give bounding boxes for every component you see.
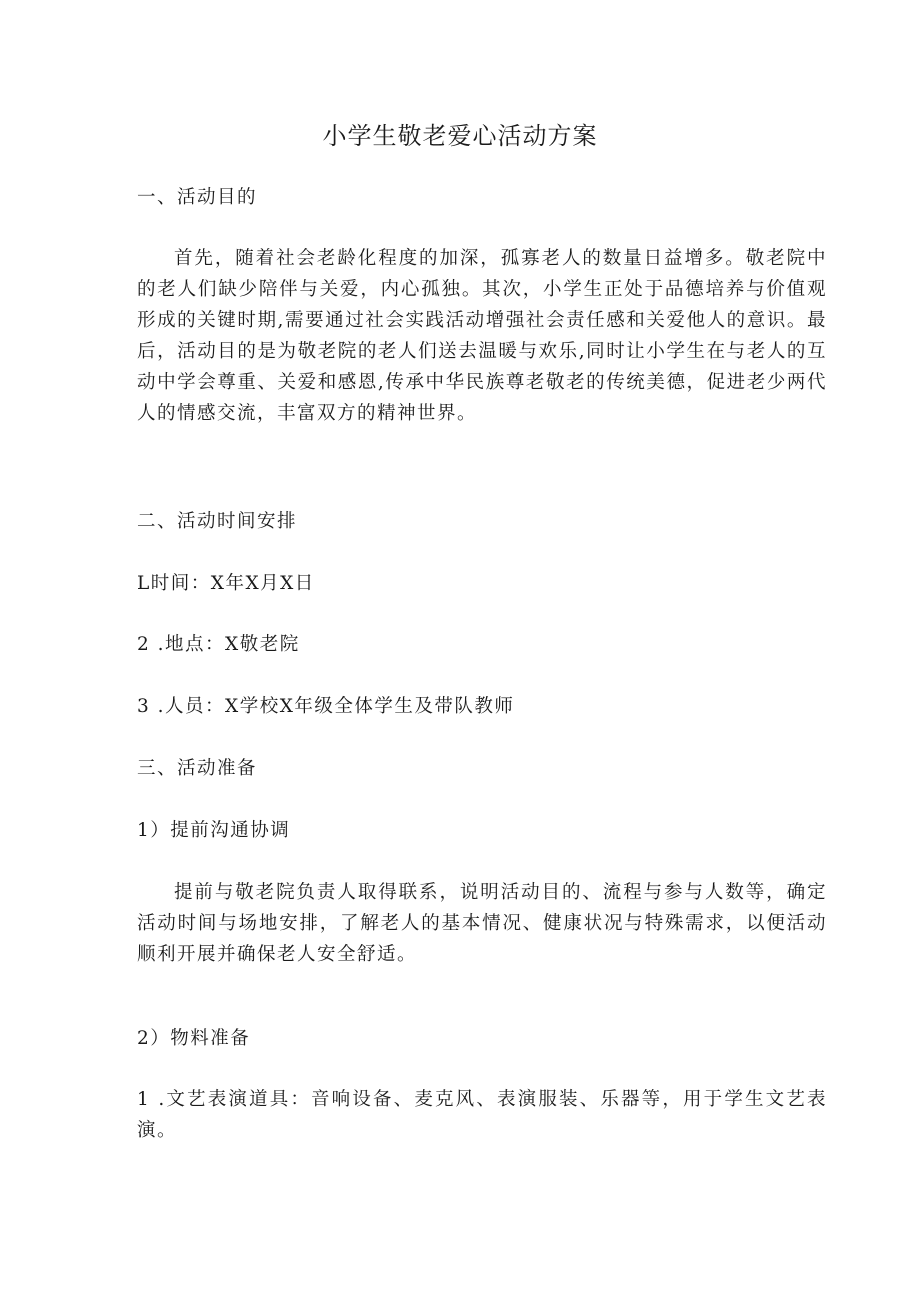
paragraph-purpose: 首先，随着社会老龄化程度的加深，孤寡老人的数量日益增多。敬老院中的老人们缺少陪伴与关爱，内心孤独。其次，小学生正处于品德培养与价值观形成的关键时期,需要通过社会实践活动增强社会责任感和关爱他人的意识。最后，活动目的是为敬老院的老人们送去温暖与欢乐,同时让小学生在与老人的互动中学会尊重、关爱和感恩,传承中华民族尊老敬老的传统美德，促进老少两代人的情感交流，丰富双方的精神世界。 [137,248,827,424]
section-heading-schedule: 二、活动时间安排 [137,511,298,532]
schedule-item-location: 2 .地点：X敬老院 [137,634,300,655]
subheading-materials: 2）物料准备 [137,1028,251,1049]
section-heading-purpose: 一、活动目的 [137,187,258,208]
schedule-item-participants: 3 .人员：X学校X年级全体学生及带队教师 [137,696,515,717]
schedule-item-time: L时间：X年X月X日 [137,573,315,594]
section-heading-preparation: 三、活动准备 [137,758,258,779]
paragraph-communication: 提前与敬老院负责人取得联系，说明活动目的、流程与参与人数等，确定活动时间与场地安排，了解老人的基本情况、健康状况与特殊需求，以便活动顺利开展并确保老人安全舒适。 [137,882,827,965]
document-title: 小学生敬老爱心活动方案 [322,122,598,150]
subheading-communication: 1）提前沟通协调 [137,820,291,841]
materials-item-props: 1 .文艺表演道具：音响设备、麦克风、表演服装、乐器等，用于学生文艺表演。 [137,1089,827,1141]
